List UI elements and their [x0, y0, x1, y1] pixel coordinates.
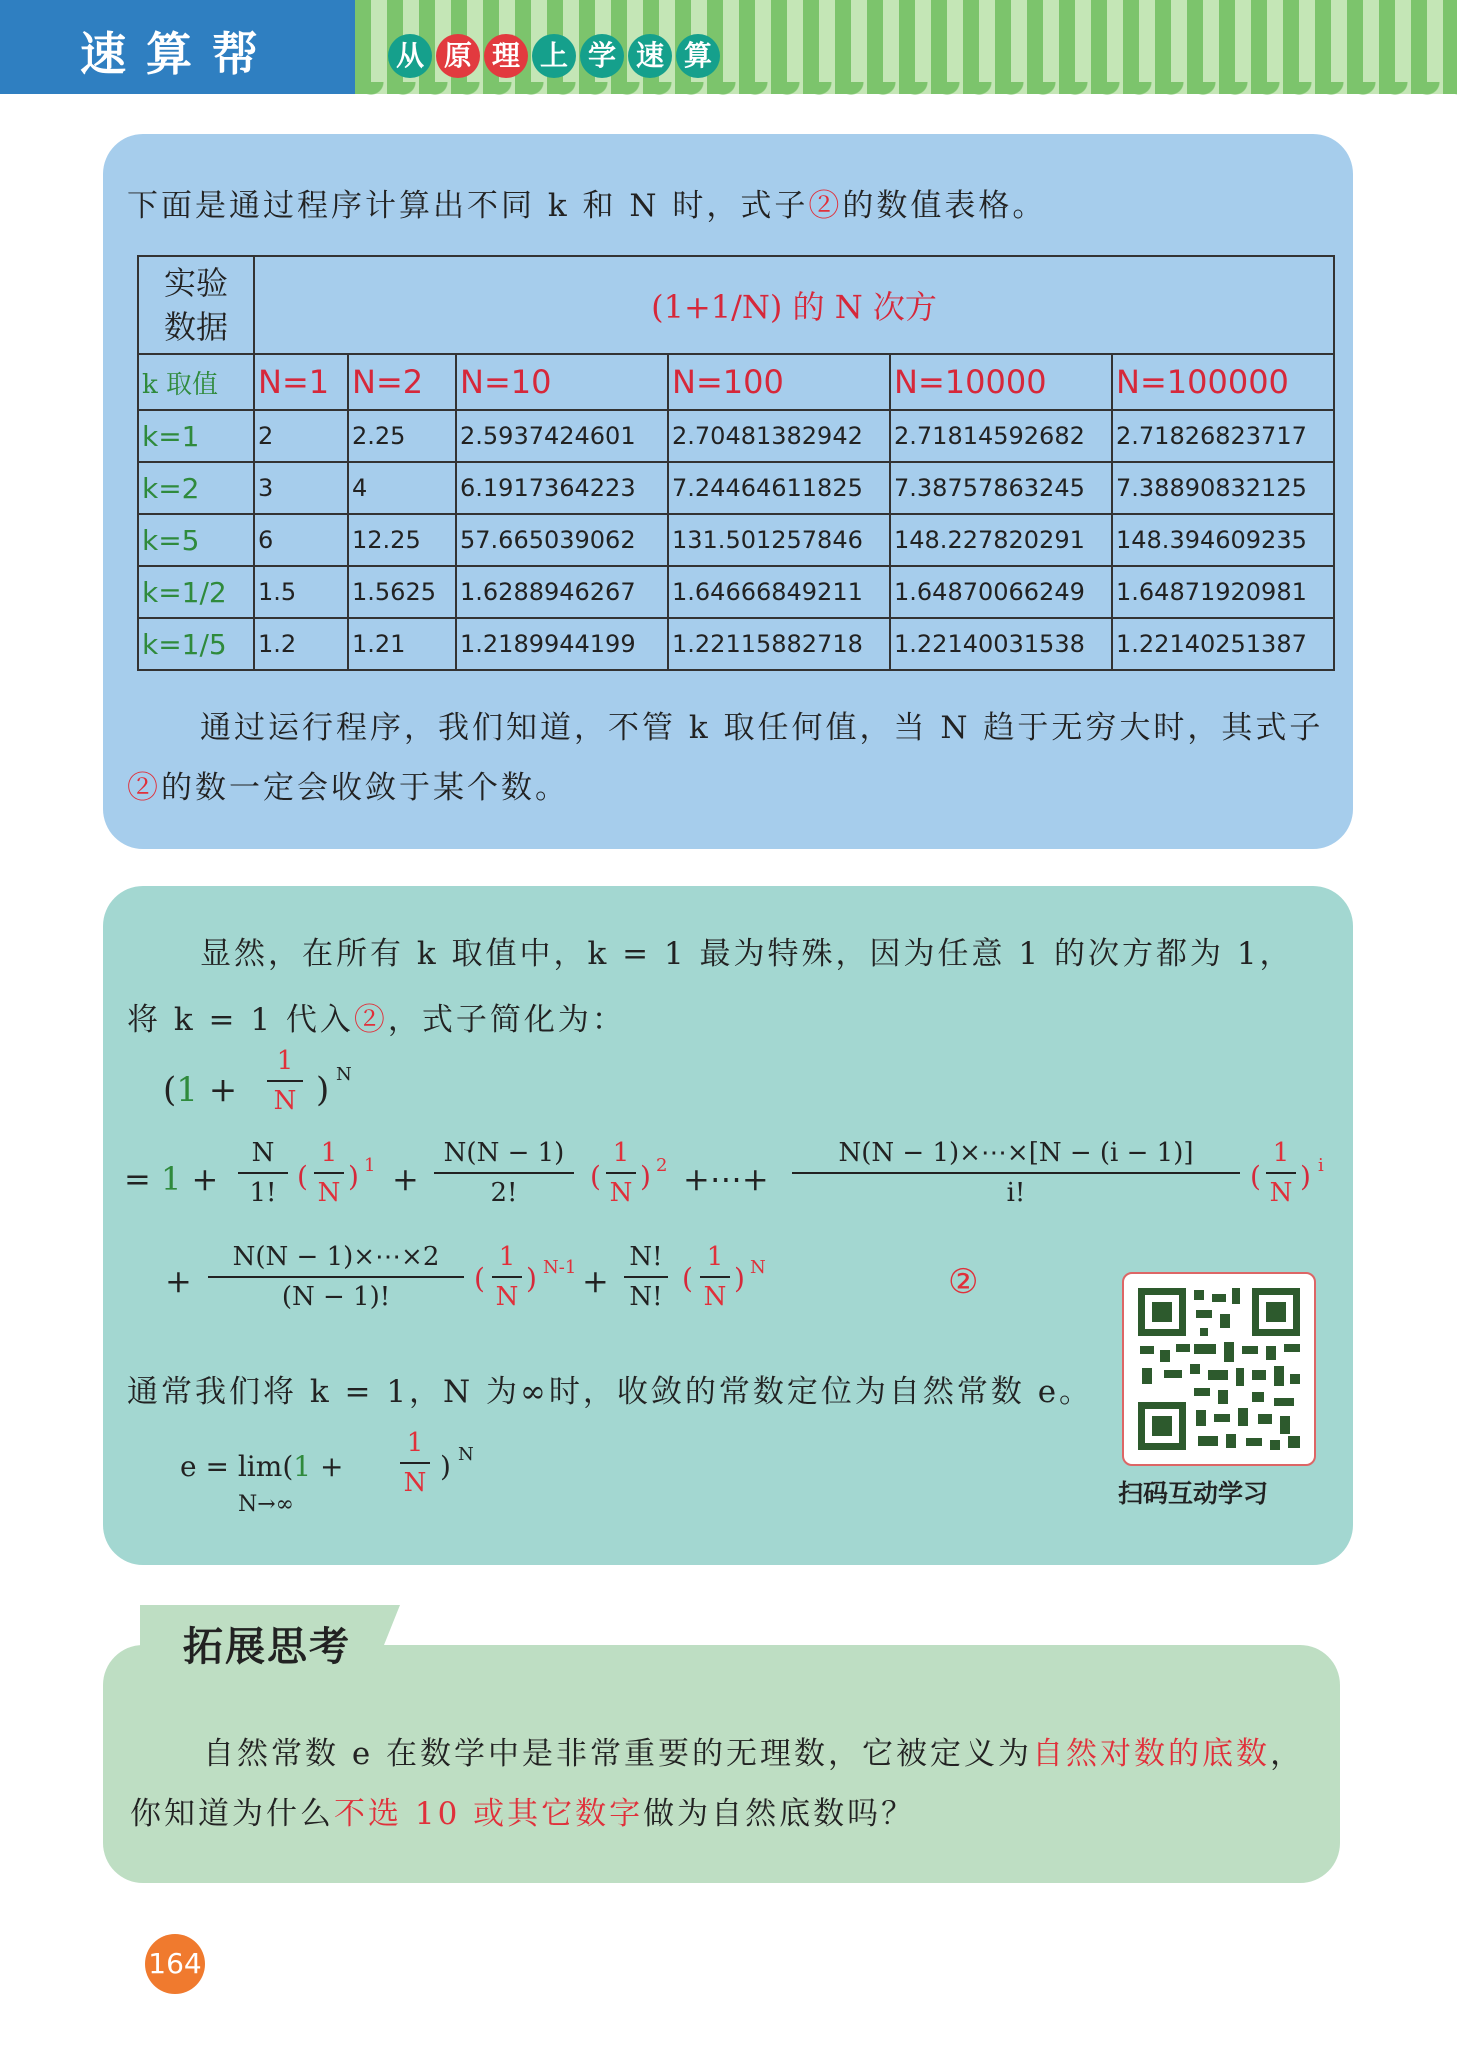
cell: 3 — [254, 462, 348, 514]
cell: 7.38757863245 — [890, 462, 1112, 514]
cell: 4 — [348, 462, 456, 514]
formula-rparen: ) — [316, 1070, 330, 1110]
plus: + — [582, 1262, 609, 1300]
col-header: N=100 — [668, 354, 890, 410]
limit-expression: e = lim(1 + — [180, 1450, 344, 1483]
cell: 7.24464611825 — [668, 462, 890, 514]
paren: ) — [440, 1450, 451, 1483]
fraction: N 1! — [238, 1138, 288, 1208]
fraction: 1 N — [267, 1046, 303, 1116]
subtitle-char: 速 — [628, 34, 672, 78]
cell: 131.501257846 — [668, 514, 890, 566]
page-number: 164 — [145, 1934, 205, 1994]
subtitle-char: 理 — [484, 34, 528, 78]
paren: ) — [640, 1160, 651, 1193]
subtitle-char: 原 — [436, 34, 480, 78]
formula-label: ② — [948, 1262, 979, 1302]
subtitle-char: 算 — [676, 34, 720, 78]
col-header: N=10 — [456, 354, 668, 410]
col-header: N=1 — [254, 354, 348, 410]
cell: 2.71814592682 — [890, 410, 1112, 462]
data-table — [137, 255, 1335, 671]
extension-line1: 自然常数 e 在数学中是非常重要的无理数，它被定义为自然对数的底数， — [203, 1736, 1305, 1772]
fraction: 1 N — [1266, 1138, 1296, 1208]
paren: ( — [1250, 1160, 1261, 1193]
subtitle-char: 上 — [532, 34, 576, 78]
exponent: 2 — [656, 1155, 668, 1176]
table-intro: 下面是通过程序计算出不同 k 和 N 时，式子②的数值表格。 — [127, 188, 1047, 224]
header-scallop — [355, 82, 1457, 98]
paren: ( — [297, 1160, 308, 1193]
cell: 1.5 — [254, 566, 348, 618]
fraction: N(N − 1) 2! — [434, 1138, 574, 1208]
plus: + — [392, 1160, 419, 1198]
derivation-line2: 将 k = 1 代入②，式子简化为： — [127, 1002, 626, 1038]
cell: 2 — [254, 410, 348, 462]
row-k: k=1/2 — [138, 566, 254, 618]
cell: 1.22140251387 — [1112, 618, 1334, 670]
derivation-line1: 显然，在所有 k 取值中，k = 1 最为特殊，因为任意 1 的次方都为 1， — [200, 936, 1294, 972]
fraction: 1 N — [314, 1138, 344, 1208]
exponent: 1 — [364, 1155, 376, 1176]
fraction: 1 N — [400, 1428, 430, 1498]
paren: ) — [734, 1262, 745, 1295]
exponent: N-1 — [543, 1257, 577, 1278]
table-row — [138, 410, 1334, 462]
cell: 148.227820291 — [890, 514, 1112, 566]
subtitle-char: 学 — [580, 34, 624, 78]
table-row — [138, 618, 1334, 670]
fraction: N! N! — [624, 1242, 668, 1312]
cell: 1.22140031538 — [890, 618, 1112, 670]
formula-head: (1 + — [163, 1070, 238, 1110]
table-title: (1+1/N) 的 N 次方 — [254, 256, 1334, 354]
fraction: 1 N — [700, 1242, 730, 1312]
cell: 2.25 — [348, 410, 456, 462]
qr-code[interactable] — [1122, 1272, 1316, 1466]
subtitle-char: 从 — [388, 34, 432, 78]
cell: 2.71826823717 — [1112, 410, 1334, 462]
fraction: 1 N — [606, 1138, 636, 1208]
cell: 12.25 — [348, 514, 456, 566]
paren: ( — [474, 1262, 485, 1295]
paren: ) — [1300, 1160, 1311, 1193]
limit-subscript: N→∞ — [238, 1492, 295, 1517]
table-row — [138, 566, 1334, 618]
row-k: k=1 — [138, 410, 254, 462]
paren: ( — [682, 1262, 693, 1295]
cell: 2.5937424601 — [456, 410, 668, 462]
paren: ) — [526, 1262, 537, 1295]
cell: 1.6288946267 — [456, 566, 668, 618]
exponent: i — [1318, 1155, 1324, 1176]
cell: 2.70481382942 — [668, 410, 890, 462]
conclusion-line2: ②的数一定会收敛于某个数。 — [127, 770, 569, 806]
fraction: 1 N — [492, 1242, 522, 1312]
col-header: N=10000 — [890, 354, 1112, 410]
definition-text: 通常我们将 k = 1，N 为∞时，收敛的常数定位为自然常数 e。 — [127, 1374, 1094, 1410]
table-row — [138, 514, 1334, 566]
cell: 1.64666849211 — [668, 566, 890, 618]
cell: 148.394609235 — [1112, 514, 1334, 566]
col-header: N=2 — [348, 354, 456, 410]
table-row — [138, 462, 1334, 514]
fraction: N(N − 1)×⋯×2 (N − 1)! — [208, 1242, 464, 1312]
row-k: k=5 — [138, 514, 254, 566]
paren: ( — [590, 1160, 601, 1193]
extension-tab-label: 拓展思考 — [183, 1624, 351, 1670]
cell: 7.38890832125 — [1112, 462, 1334, 514]
cell: 6.1917364223 — [456, 462, 668, 514]
extension-line2: 你知道为什么不选 10 或其它数字做为自然底数吗？ — [130, 1796, 916, 1832]
qr-label: 扫码互动学习 — [1118, 1479, 1269, 1508]
row-k: k=1/5 — [138, 618, 254, 670]
qr-code-icon — [1124, 1274, 1314, 1464]
row-k: k=2 — [138, 462, 254, 514]
exponent: N — [750, 1257, 766, 1278]
book-title: 速算帮 — [80, 27, 278, 81]
ellipsis: +⋯+ — [683, 1160, 769, 1198]
col-header: N=100000 — [1112, 354, 1334, 410]
cell: 1.2 — [254, 618, 348, 670]
conclusion-line1: 通过运行程序，我们知道，不管 k 取任何值，当 N 趋于无穷大时，其式子 — [200, 710, 1324, 746]
paren: ) — [348, 1160, 359, 1193]
cell: 57.665039062 — [456, 514, 668, 566]
exponent: N — [458, 1444, 474, 1465]
plus: + — [165, 1262, 192, 1300]
table-corner: 实验 数据 — [138, 256, 254, 354]
cell: 1.64871920981 — [1112, 566, 1334, 618]
cell: 1.22115882718 — [668, 618, 890, 670]
cell: 1.2189944199 — [456, 618, 668, 670]
exponent: N — [336, 1064, 352, 1085]
cell: 1.21 — [348, 618, 456, 670]
fraction: N(N − 1)×⋯×[N − (i − 1)] i! — [792, 1138, 1240, 1208]
cell: 6 — [254, 514, 348, 566]
k-label: k 取值 — [138, 354, 254, 410]
formula-eq: = 1 + — [124, 1160, 219, 1198]
cell: 1.5625 — [348, 566, 456, 618]
cell: 1.64870066249 — [890, 566, 1112, 618]
